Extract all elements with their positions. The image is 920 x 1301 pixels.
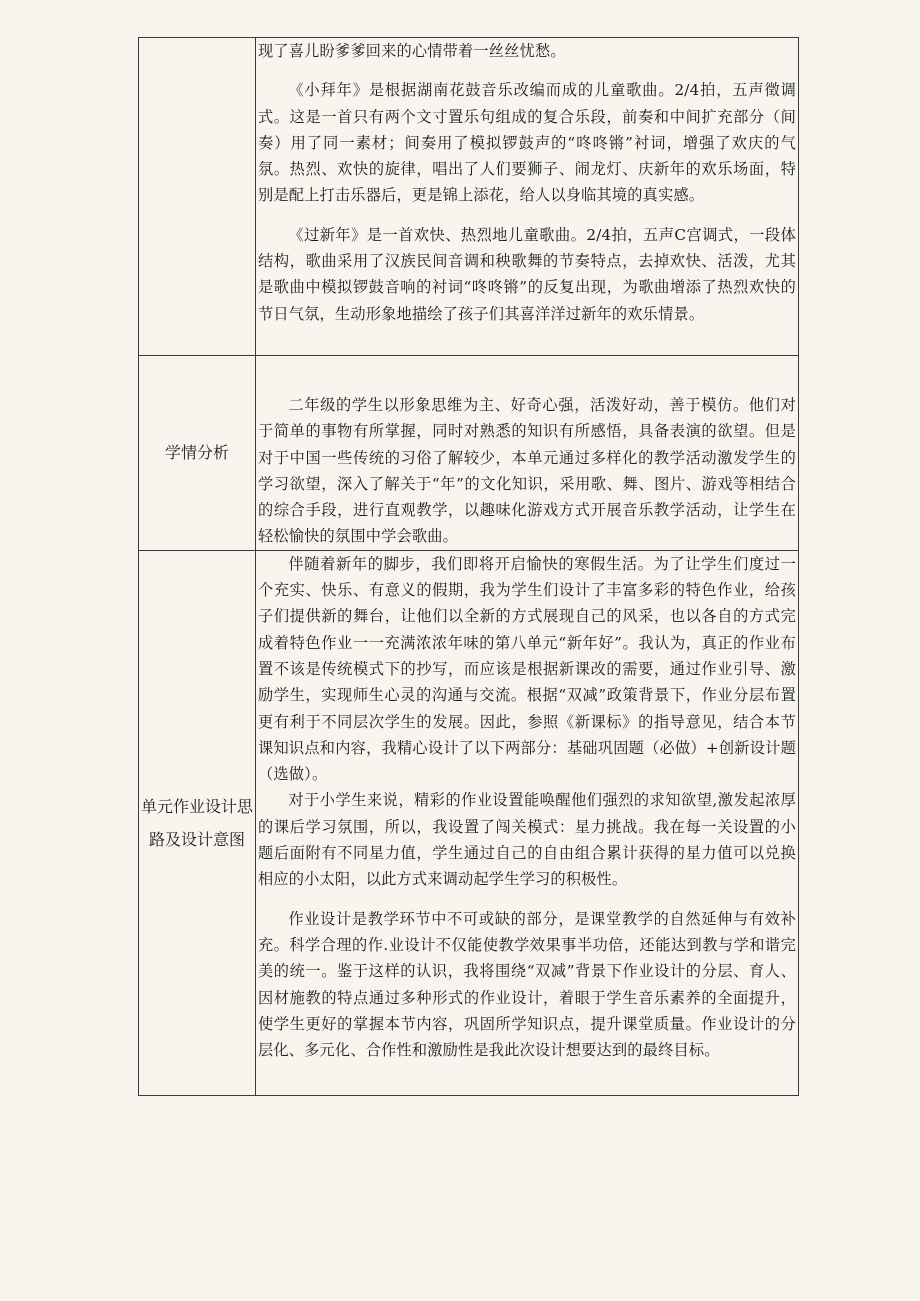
row-label: 单元作业设计思路及设计意图 <box>139 550 256 1095</box>
paragraph: 伴随着新年的脚步，我们即将开启愉快的寒假生活。为了让学生们度过一个充实、快乐、有意义的假期，我为学生们设计了丰富多彩的特色作业，给孩子们提供新的舞台，让他们以全新的方式展现自己的风采，也以各自的方式完成着特色作业一一充满浓浓年味的第八单元“新年好”。我认为，真正的作业布置不该是传统模式下的抄写，而应该是根据新课改的需要，通过作业引导、激励学生，实现师生心灵的沟通与交流。根据“双减”政策背景下，作业分层布置更有利于不同层次学生的发展。因此，参照《新课标》的指导意见，结合本节课知识点和内容，我精心设计了以下两部分：基础巩固题（必做）+创新设计题（选做）。 <box>258 554 796 784</box>
table-row <box>139 38 799 356</box>
paragraph: 现了喜儿盼爹爹回来的心情带着一丝丝忧愁。 <box>258 42 566 60</box>
paragraph: 二年级的学生以形象思维为主、好奇心强，活泼好动，善于模仿。他们对于简单的事物有所掌握，同时对熟悉的知识有所感悟，具备表演的欲望。但是对于中国一些传统的习俗了解较少，本单元通过多样化的教学活动激发学生的学习欲望，深入了解关于“年”的文化知识，采用歌、舞、图片、游戏等相结合的综合手段，进行直观教学，以趣味化游戏方式开展音乐教学活动，让学生在轻松愉快的氛围中学会歌曲。 <box>258 396 796 546</box>
row-content <box>256 38 799 356</box>
paragraph: 《过新年》是一首欢快、热烈地儿童歌曲。2/4拍，五声C宫调式，一段体结构，歌曲采用了汉族民间音调和秧歌舞的节奏特点，去掉欢快、活泼，尤其是歌曲中模拟锣鼓音响的衬词“咚咚锵”的反复出现，为歌曲增添了热烈欢快的节日气氛，生动形象地描绘了孩子们其喜洋洋过新年的欢乐情景。 <box>258 225 796 323</box>
paragraph: 作业设计是教学环节中不可或缺的部分，是课堂教学的自然延伸与有效补充。科学合理的作.业设计不仅能使教学效果事半功倍，还能达到教与学和谐完美的统一。鉴于这样的认识，我将围绕“双减”背景下作业设计的分层、育人、因材施教的特点通过多种形式的作业设计，着眼于学生音乐素养的全面提升，使学生更好的掌握本节内容，巩固所学知识点，提升课堂质量。作业设计的分层化、多元化、合作性和激励性是我此次设计想要达到的最终目标。 <box>258 909 796 1060</box>
table-row <box>139 550 799 1095</box>
row-content <box>256 550 799 1095</box>
row-content <box>256 356 799 551</box>
row-label <box>139 38 256 356</box>
row-label: 学情分析 <box>139 356 256 551</box>
paragraph: 《小拜年》是根据湖南花鼓音乐改编而成的儿童歌曲。2/4拍，五声徵调式。这是一首只有两个文寸置乐句组成的复合乐段，前奏和中间扩充部分（间奏）用了同一素材；间奏用了模拟锣鼓声的“咚咚锵”衬词，增强了欢庆的气氛。热烈、欢快的旋律，唱出了人们要狮子、闹龙灯、庆新年的欢乐场面，特别是配上打击乐器后，更是锦上添花，给人以身临其境的真实感。 <box>258 81 796 205</box>
paragraph: 对于小学生来说，精彩的作业设置能唤醒他们强烈的求知欲望,激发起浓厚的课后学习氛围，所以，我设置了闯关模式：星力挑战。我在每一关设置的小题后面附有不同星力值，学生通过自己的自由组合累计获得的星力值可以兑换相应的小太阳，以此方式来调动起学生学习的积极性。 <box>258 791 796 889</box>
document-table <box>138 37 799 1096</box>
table-row <box>139 356 799 551</box>
